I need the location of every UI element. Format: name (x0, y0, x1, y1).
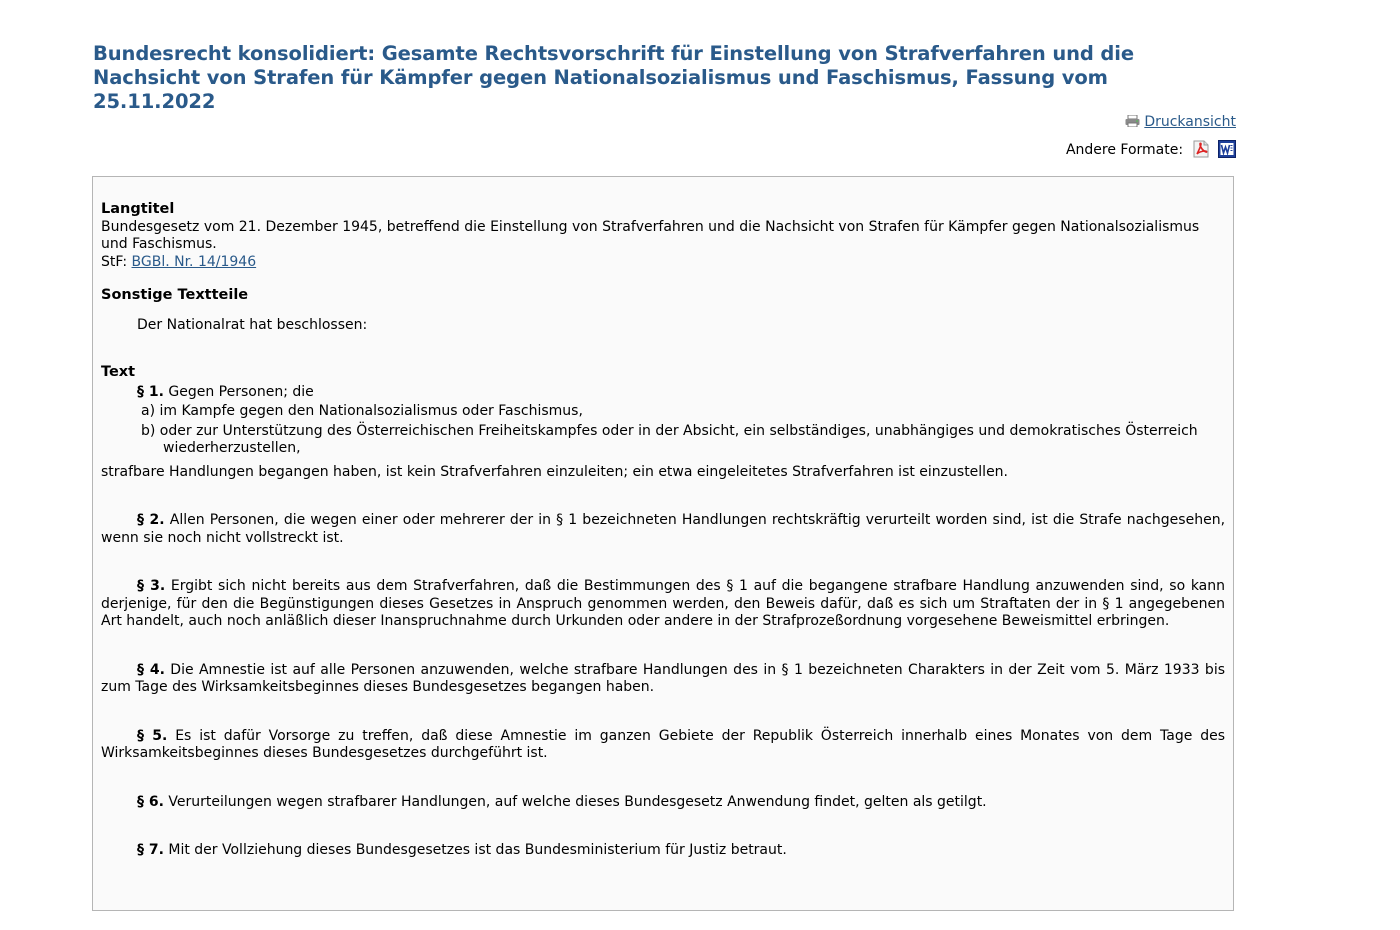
word-icon[interactable] (1218, 140, 1236, 158)
text-heading: Text (101, 364, 136, 380)
paragraph-number: § 3. (137, 578, 166, 594)
paragraph-number: § 6. (137, 793, 164, 810)
paragraph-4 (101, 662, 1225, 697)
paragraph-1-closing: strafbare Handlungen begangen haben, ist kein Strafverfahren einzuleiten; ein etwa eingeleitetes Strafverfahren ist einzustellen. (101, 463, 1009, 480)
sonstige-text: Der Nationalrat hat beschlossen: (137, 316, 368, 333)
stf-line (101, 254, 1225, 272)
other-formats-row (1066, 140, 1236, 160)
paragraph-1-intro (101, 384, 1225, 402)
paragraph-text: Die Amnestie ist auf alle Personen anzuwenden, welche strafbare Handlungen des in § 1 bezeichneten Charakters in der Zeit vom 5. März 1933 bis zum Tage des Wirksamkeitsbeginnes dieses Bundesgesetzes begangen haben. (101, 661, 1225, 695)
sonstige-heading: Sonstige Textteile (101, 287, 249, 303)
list-item-a: a) im Kampfe gegen den Nationalsozialismus oder Faschismus, (141, 403, 583, 419)
print-view-link[interactable]: Druckansicht (1144, 114, 1236, 130)
other-formats-label: Andere Formate: (1065, 142, 1184, 158)
paragraph-3 (101, 578, 1225, 631)
paragraph-5 (101, 728, 1225, 763)
paragraph-text: Mit der Vollziehung dieses Bundesgesetzes ist das Bundesministerium für Justiz betraut. (168, 842, 787, 858)
paragraph-number: § 5. (137, 727, 168, 744)
paragraph-text: Allen Personen, die wegen einer oder mehrerer der in § 1 bezeichneten Handlungen rechtskräftig verurteilt worden sind, ist die Strafe nachgesehen, wenn sie noch nicht vollstreckt ist. (101, 512, 1226, 546)
printer-icon (1125, 115, 1140, 127)
paragraph-number: § 4. (137, 661, 165, 678)
paragraph-text: Gegen Personen; die (168, 383, 314, 400)
paragraph-2 (101, 512, 1225, 547)
langtitel-text: Bundesgesetz vom 21. Dezember 1945, betreffend die Einstellung von Strafverfahren und die Nachsicht von Strafen für Kämpfer gegen Nationalsozialismus und Faschismus. (101, 218, 1200, 252)
paragraph-number: § 2. (137, 512, 165, 528)
paragraph-number: § 1. (137, 383, 164, 400)
stf-label: StF: (101, 253, 128, 270)
page-title: Bundesrecht konsolidiert: Gesamte Rechtsvorschrift für Einstellung von Strafverfahren und die Nachsicht von Strafen für Kämpfer gegen Nationalsozialismus und Faschismus, Fassung vom 25.11.2022 (93, 42, 1134, 113)
print-view-row (1125, 113, 1236, 131)
paragraph-text: Es ist dafür Vorsorge zu treffen, daß diese Amnestie im ganzen Gebiete der Republik Österreich innerhalb eines Monates von dem Tage des Wirksamkeitsbeginnes dieses Bundesgesetzes durchgeführt ist. (101, 727, 1225, 761)
list-item-b: b) oder zur Unterstützung des Österreichischen Freiheitskampfes oder in der Absicht, ein selbständiges, unabhängiges und demokratisches Österreich wiederherzustellen, (141, 422, 1198, 456)
langtitel-heading: Langtitel (101, 201, 175, 217)
stf-link[interactable]: BGBl. Nr. 14/1946 (131, 253, 257, 270)
pdf-icon[interactable] (1192, 140, 1210, 158)
paragraph-6 (101, 794, 1225, 812)
paragraph-number: § 7. (137, 842, 164, 858)
law-text-container (92, 176, 1234, 911)
paragraph-7 (101, 842, 1225, 860)
paragraph-text: Ergibt sich nicht bereits aus dem Strafverfahren, daß die Bestimmungen des § 1 auf die begangene strafbare Handlung anzuwenden sind, so kann derjenige, für den die Begünstigungen dieses Gesetzes in Anspruch genommen werden, den Beweis dafür, daß es sich um Straftaten der in § 1 angegebenen Art handelt, auch noch anläßlich dieser Inanspruchnahme durch Urkunden oder andere in der Strafprozeßordnung vorgesehene Beweismittel erbringen. (101, 578, 1226, 629)
paragraph-text: Verurteilungen wegen strafbarer Handlungen, auf welche dieses Bundesgesetz Anwendung findet, gelten als getilgt. (168, 793, 987, 810)
